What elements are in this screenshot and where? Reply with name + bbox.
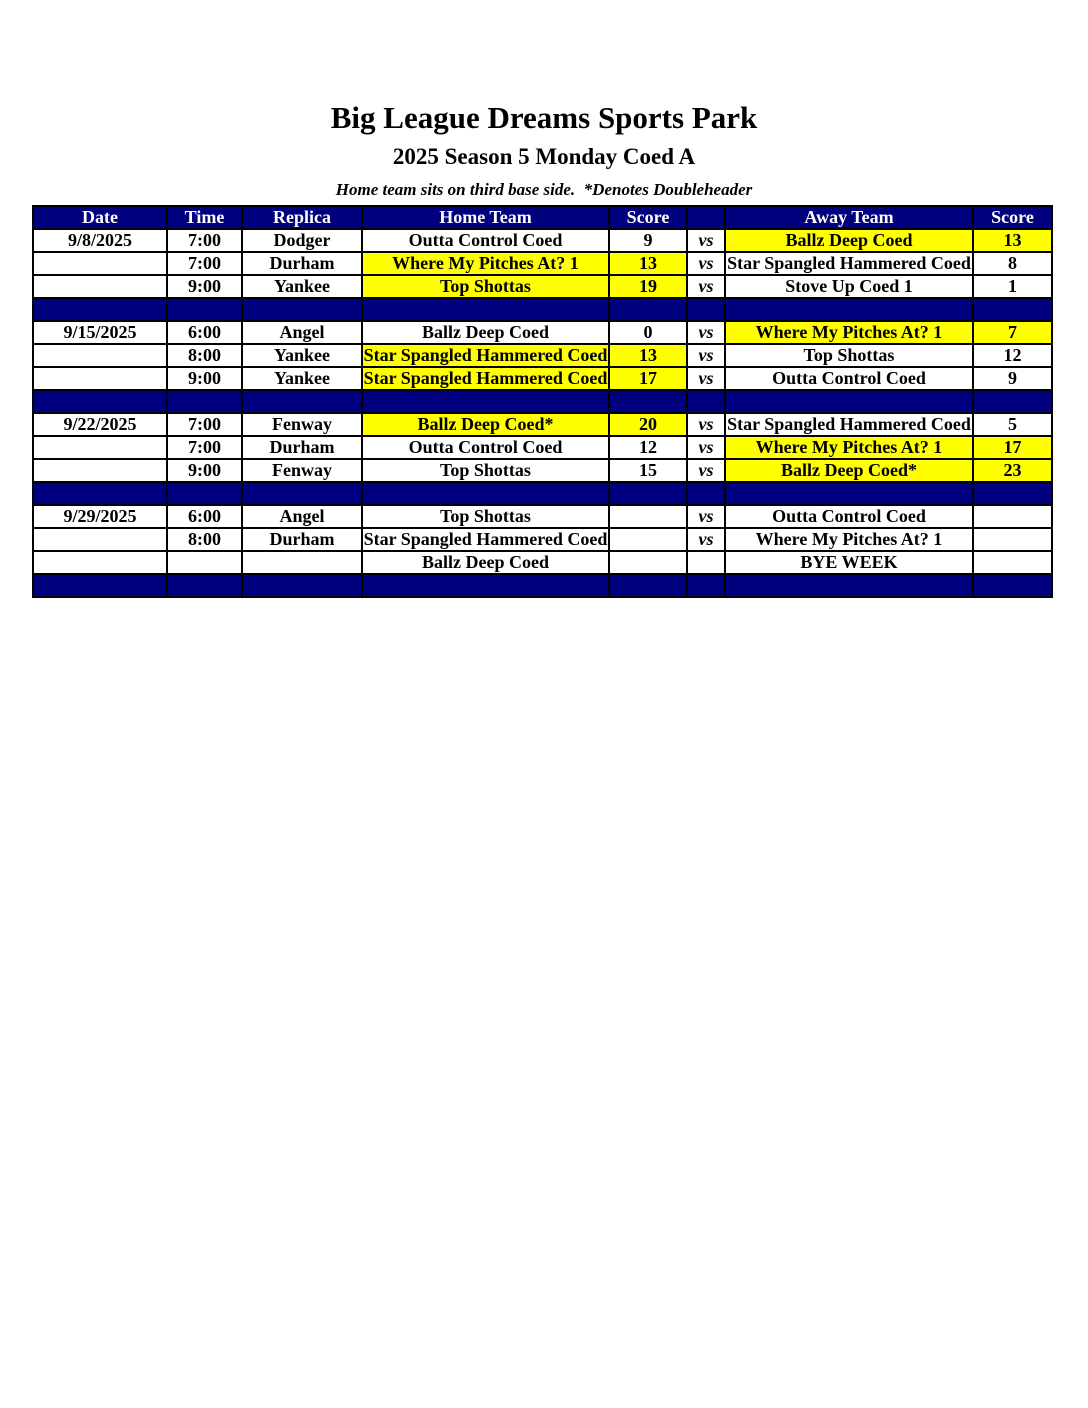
home-team-cell bbox=[362, 367, 609, 390]
home-score-cell bbox=[609, 459, 687, 482]
away-score-cell bbox=[973, 367, 1052, 390]
date-cell bbox=[33, 275, 167, 298]
separator-cell bbox=[609, 482, 687, 505]
separator-cell bbox=[242, 482, 362, 505]
away-score-cell bbox=[973, 505, 1052, 528]
separator-cell bbox=[167, 390, 242, 413]
separator-cell bbox=[609, 390, 687, 413]
away-team-cell-text: Star Spangled Hammered Coed bbox=[727, 253, 971, 273]
away-score-cell-text: 8 bbox=[1008, 253, 1017, 273]
home-team-cell bbox=[362, 275, 609, 298]
date-cell-text: 9/15/2025 bbox=[63, 322, 137, 342]
separator-cell bbox=[973, 298, 1052, 321]
time-cell-text: 7:00 bbox=[188, 437, 221, 457]
replica-cell bbox=[242, 459, 362, 482]
vs-cell-text: vs bbox=[698, 506, 714, 526]
home-score-cell-text: 20 bbox=[639, 414, 657, 434]
away-team-cell-text: Top Shottas bbox=[803, 345, 895, 365]
time-cell bbox=[167, 321, 242, 344]
home-team-cell-text: Top Shottas bbox=[440, 276, 531, 296]
separator-cell bbox=[167, 574, 242, 597]
game-row bbox=[33, 275, 1052, 298]
away-team-cell bbox=[725, 321, 973, 344]
separator-cell bbox=[725, 482, 973, 505]
vs-cell-text: vs bbox=[698, 276, 714, 296]
home-score-cell bbox=[609, 367, 687, 390]
home-team-cell-text: Where My Pitches At? 1 bbox=[392, 253, 579, 273]
vs-cell bbox=[687, 413, 725, 436]
away-team-cell-text: Where My Pitches At? 1 bbox=[755, 322, 943, 342]
week-separator-row bbox=[33, 574, 1052, 597]
away-score-cell bbox=[973, 275, 1052, 298]
column-header-vs bbox=[687, 206, 725, 229]
time-cell bbox=[167, 413, 242, 436]
away-score-cell bbox=[973, 252, 1052, 275]
game-row bbox=[33, 367, 1052, 390]
away-score-cell bbox=[973, 459, 1052, 482]
home-team-cell bbox=[362, 321, 609, 344]
away-team-cell bbox=[725, 551, 973, 574]
away-score-cell bbox=[973, 344, 1052, 367]
away-score-cell-text: 12 bbox=[1003, 345, 1022, 365]
date-cell bbox=[33, 459, 167, 482]
separator-cell bbox=[725, 390, 973, 413]
replica-cell bbox=[242, 321, 362, 344]
home-score-cell-text: 13 bbox=[639, 253, 657, 273]
date-cell bbox=[33, 551, 167, 574]
home-team-cell-text: Star Spangled Hammered Coed bbox=[363, 529, 608, 549]
vs-cell bbox=[687, 275, 725, 298]
away-team-cell bbox=[725, 528, 973, 551]
home-score-cell bbox=[609, 551, 687, 574]
home-team-cell-text: Ballz Deep Coed* bbox=[417, 414, 554, 434]
date-cell bbox=[33, 436, 167, 459]
replica-cell bbox=[242, 551, 362, 574]
separator-cell bbox=[609, 298, 687, 321]
separator-cell bbox=[362, 482, 609, 505]
away-score-cell-text: 1 bbox=[1008, 276, 1017, 296]
home-team-cell bbox=[362, 413, 609, 436]
column-header-time: Time bbox=[167, 206, 242, 229]
home-team-cell bbox=[362, 528, 609, 551]
separator-cell bbox=[687, 298, 725, 321]
away-team-cell bbox=[725, 505, 973, 528]
replica-cell-text: Yankee bbox=[273, 368, 330, 388]
date-cell-text: 9/29/2025 bbox=[63, 506, 137, 526]
game-row bbox=[33, 344, 1052, 367]
game-row bbox=[33, 459, 1052, 482]
game-row bbox=[33, 321, 1052, 344]
away-team-cell-text: Where My Pitches At? 1 bbox=[755, 437, 943, 457]
vs-cell bbox=[687, 505, 725, 528]
date-cell-text: 9/8/2025 bbox=[67, 230, 132, 250]
separator-cell bbox=[609, 574, 687, 597]
column-header-replica: Replica bbox=[242, 206, 362, 229]
separator-cell bbox=[242, 298, 362, 321]
time-cell bbox=[167, 505, 242, 528]
replica-cell bbox=[242, 275, 362, 298]
away-team-cell bbox=[725, 229, 973, 252]
away-team-cell-text: Star Spangled Hammered Coed bbox=[727, 414, 971, 434]
home-score-cell-text: 15 bbox=[639, 460, 657, 480]
time-cell-text: 6:00 bbox=[188, 322, 221, 342]
time-cell-text: 9:00 bbox=[188, 368, 221, 388]
separator-cell bbox=[973, 390, 1052, 413]
away-team-cell bbox=[725, 275, 973, 298]
vs-cell-text: vs bbox=[698, 460, 714, 480]
week-separator-row bbox=[33, 390, 1052, 413]
date-cell bbox=[33, 413, 167, 436]
separator-cell bbox=[973, 482, 1052, 505]
away-team-cell bbox=[725, 367, 973, 390]
date-cell bbox=[33, 252, 167, 275]
replica-cell bbox=[242, 229, 362, 252]
home-team-cell-text: Star Spangled Hammered Coed bbox=[363, 368, 608, 388]
time-cell-text: 7:00 bbox=[188, 230, 221, 250]
time-cell bbox=[167, 528, 242, 551]
time-cell-text: 9:00 bbox=[188, 460, 221, 480]
home-score-cell-text: 12 bbox=[639, 437, 657, 457]
week-separator-row bbox=[33, 482, 1052, 505]
time-cell bbox=[167, 252, 242, 275]
vs-cell bbox=[687, 367, 725, 390]
away-team-cell-text: Where My Pitches At? 1 bbox=[755, 529, 943, 549]
away-score-cell-text: 9 bbox=[1008, 368, 1017, 388]
time-cell bbox=[167, 229, 242, 252]
column-header-away-team: Away Team bbox=[725, 206, 973, 229]
replica-cell bbox=[242, 413, 362, 436]
replica-cell-text: Yankee bbox=[273, 276, 330, 296]
home-score-cell bbox=[609, 252, 687, 275]
home-team-cell bbox=[362, 459, 609, 482]
vs-cell bbox=[687, 551, 725, 574]
home-team-cell-text: Top Shottas bbox=[440, 460, 531, 480]
away-score-cell bbox=[973, 551, 1052, 574]
time-cell bbox=[167, 344, 242, 367]
replica-cell-text: Fenway bbox=[272, 460, 332, 480]
replica-cell bbox=[242, 505, 362, 528]
replica-cell-text: Angel bbox=[279, 506, 325, 526]
home-score-cell-text: 19 bbox=[639, 276, 657, 296]
away-score-cell-text: 13 bbox=[1003, 230, 1022, 250]
vs-cell-text: vs bbox=[698, 322, 714, 342]
home-team-cell bbox=[362, 436, 609, 459]
date-cell bbox=[33, 229, 167, 252]
home-team-cell-text: Star Spangled Hammered Coed bbox=[363, 345, 608, 365]
replica-cell-text: Yankee bbox=[273, 345, 330, 365]
schedule-table bbox=[32, 205, 1053, 598]
replica-cell bbox=[242, 252, 362, 275]
vs-cell bbox=[687, 528, 725, 551]
replica-cell-text: Fenway bbox=[272, 414, 332, 434]
home-score-cell bbox=[609, 344, 687, 367]
separator-cell bbox=[167, 482, 242, 505]
home-team-cell bbox=[362, 505, 609, 528]
game-row bbox=[33, 551, 1052, 574]
game-row bbox=[33, 413, 1052, 436]
vs-cell bbox=[687, 229, 725, 252]
time-cell-text: 6:00 bbox=[188, 506, 221, 526]
separator-cell bbox=[725, 574, 973, 597]
home-score-cell-text: 0 bbox=[643, 322, 653, 342]
game-row bbox=[33, 252, 1052, 275]
time-cell bbox=[167, 551, 242, 574]
date-cell bbox=[33, 367, 167, 390]
date-cell-text: 9/22/2025 bbox=[63, 414, 137, 434]
away-score-cell bbox=[973, 413, 1052, 436]
separator-cell bbox=[167, 298, 242, 321]
home-team-cell bbox=[362, 344, 609, 367]
header-row bbox=[33, 206, 1052, 229]
time-cell-text: 7:00 bbox=[188, 414, 221, 434]
home-team-cell bbox=[362, 551, 609, 574]
replica-cell-text: Angel bbox=[279, 322, 325, 342]
away-score-cell bbox=[973, 229, 1052, 252]
separator-cell bbox=[973, 574, 1052, 597]
vs-cell bbox=[687, 252, 725, 275]
home-score-cell-text: 17 bbox=[639, 368, 657, 388]
home-team-cell-text: Top Shottas bbox=[440, 506, 531, 526]
game-row bbox=[33, 436, 1052, 459]
separator-cell bbox=[362, 390, 609, 413]
column-header-date: Date bbox=[33, 206, 167, 229]
replica-cell bbox=[242, 367, 362, 390]
away-team-cell-text: Ballz Deep Coed* bbox=[781, 460, 917, 480]
away-team-cell-text: Stove Up Coed 1 bbox=[785, 276, 913, 296]
schedule-note: Home team sits on third base side. *Denotes Doubleheader bbox=[335, 180, 753, 199]
home-score-cell bbox=[609, 528, 687, 551]
separator-cell bbox=[33, 390, 167, 413]
home-score-cell-text: 9 bbox=[643, 230, 653, 250]
away-score-cell-text: 7 bbox=[1008, 322, 1017, 342]
game-row bbox=[33, 528, 1052, 551]
time-cell bbox=[167, 275, 242, 298]
date-cell bbox=[33, 505, 167, 528]
separator-cell bbox=[687, 482, 725, 505]
separator-cell bbox=[33, 298, 167, 321]
home-score-cell-text: 13 bbox=[639, 345, 657, 365]
replica-cell-text: Dodger bbox=[273, 230, 331, 250]
separator-cell bbox=[687, 574, 725, 597]
vs-cell-text: vs bbox=[698, 368, 714, 388]
date-cell bbox=[33, 528, 167, 551]
away-team-cell bbox=[725, 413, 973, 436]
home-score-cell bbox=[609, 229, 687, 252]
away-team-cell bbox=[725, 459, 973, 482]
separator-cell bbox=[242, 574, 362, 597]
vs-cell-text: vs bbox=[698, 253, 714, 273]
page-subtitle: 2025 Season 5 Monday Coed A bbox=[392, 144, 696, 169]
away-team-cell-text: BYE WEEK bbox=[800, 552, 898, 572]
separator-cell bbox=[33, 482, 167, 505]
away-score-cell bbox=[973, 528, 1052, 551]
separator-cell bbox=[242, 390, 362, 413]
away-score-cell-text: 23 bbox=[1003, 460, 1022, 480]
vs-cell-text: vs bbox=[698, 230, 714, 250]
separator-cell bbox=[33, 574, 167, 597]
page-title: Big League Dreams Sports Park bbox=[330, 100, 758, 135]
replica-cell bbox=[242, 344, 362, 367]
away-team-cell-text: Ballz Deep Coed bbox=[785, 230, 913, 250]
away-score-cell bbox=[973, 321, 1052, 344]
separator-cell bbox=[725, 298, 973, 321]
replica-cell-text: Durham bbox=[269, 437, 335, 457]
column-header-away-score: Score bbox=[973, 206, 1052, 229]
home-team-cell bbox=[362, 252, 609, 275]
replica-cell-text: Durham bbox=[269, 253, 335, 273]
home-score-cell bbox=[609, 413, 687, 436]
away-team-cell-text: Outta Control Coed bbox=[772, 368, 926, 388]
replica-cell bbox=[242, 528, 362, 551]
separator-cell bbox=[362, 574, 609, 597]
column-header-home-score: Score bbox=[609, 206, 687, 229]
time-cell bbox=[167, 436, 242, 459]
home-team-cell-text: Ballz Deep Coed bbox=[422, 552, 549, 572]
time-cell bbox=[167, 459, 242, 482]
home-team-cell-text: Outta Control Coed bbox=[408, 230, 563, 250]
vs-cell-text: vs bbox=[698, 414, 714, 434]
away-score-cell-text: 17 bbox=[1003, 437, 1022, 457]
separator-cell bbox=[687, 390, 725, 413]
vs-cell-text: vs bbox=[698, 345, 714, 365]
vs-cell-text: vs bbox=[698, 437, 714, 457]
home-score-cell bbox=[609, 436, 687, 459]
date-cell bbox=[33, 321, 167, 344]
game-row bbox=[33, 229, 1052, 252]
vs-cell-text: vs bbox=[698, 529, 714, 549]
home-team-cell-text: Outta Control Coed bbox=[408, 437, 563, 457]
vs-cell bbox=[687, 321, 725, 344]
home-score-cell bbox=[609, 321, 687, 344]
vs-cell bbox=[687, 459, 725, 482]
separator-cell bbox=[362, 298, 609, 321]
away-team-cell bbox=[725, 436, 973, 459]
schedule-body bbox=[33, 229, 1052, 597]
replica-cell-text: Durham bbox=[269, 529, 335, 549]
replica-cell bbox=[242, 436, 362, 459]
time-cell bbox=[167, 367, 242, 390]
away-score-cell-text: 5 bbox=[1008, 414, 1017, 434]
home-score-cell bbox=[609, 275, 687, 298]
time-cell-text: 9:00 bbox=[188, 276, 221, 296]
away-team-cell bbox=[725, 344, 973, 367]
vs-cell bbox=[687, 436, 725, 459]
time-cell-text: 8:00 bbox=[188, 529, 221, 549]
vs-cell bbox=[687, 344, 725, 367]
away-team-cell-text: Outta Control Coed bbox=[772, 506, 926, 526]
game-row bbox=[33, 505, 1052, 528]
home-team-cell-text: Ballz Deep Coed bbox=[422, 322, 549, 342]
time-cell-text: 8:00 bbox=[188, 345, 221, 365]
away-score-cell bbox=[973, 436, 1052, 459]
column-header-home-team: Home Team bbox=[362, 206, 609, 229]
home-team-cell bbox=[362, 229, 609, 252]
week-separator-row bbox=[33, 298, 1052, 321]
away-team-cell bbox=[725, 252, 973, 275]
date-cell bbox=[33, 344, 167, 367]
home-score-cell bbox=[609, 505, 687, 528]
time-cell-text: 7:00 bbox=[188, 253, 221, 273]
